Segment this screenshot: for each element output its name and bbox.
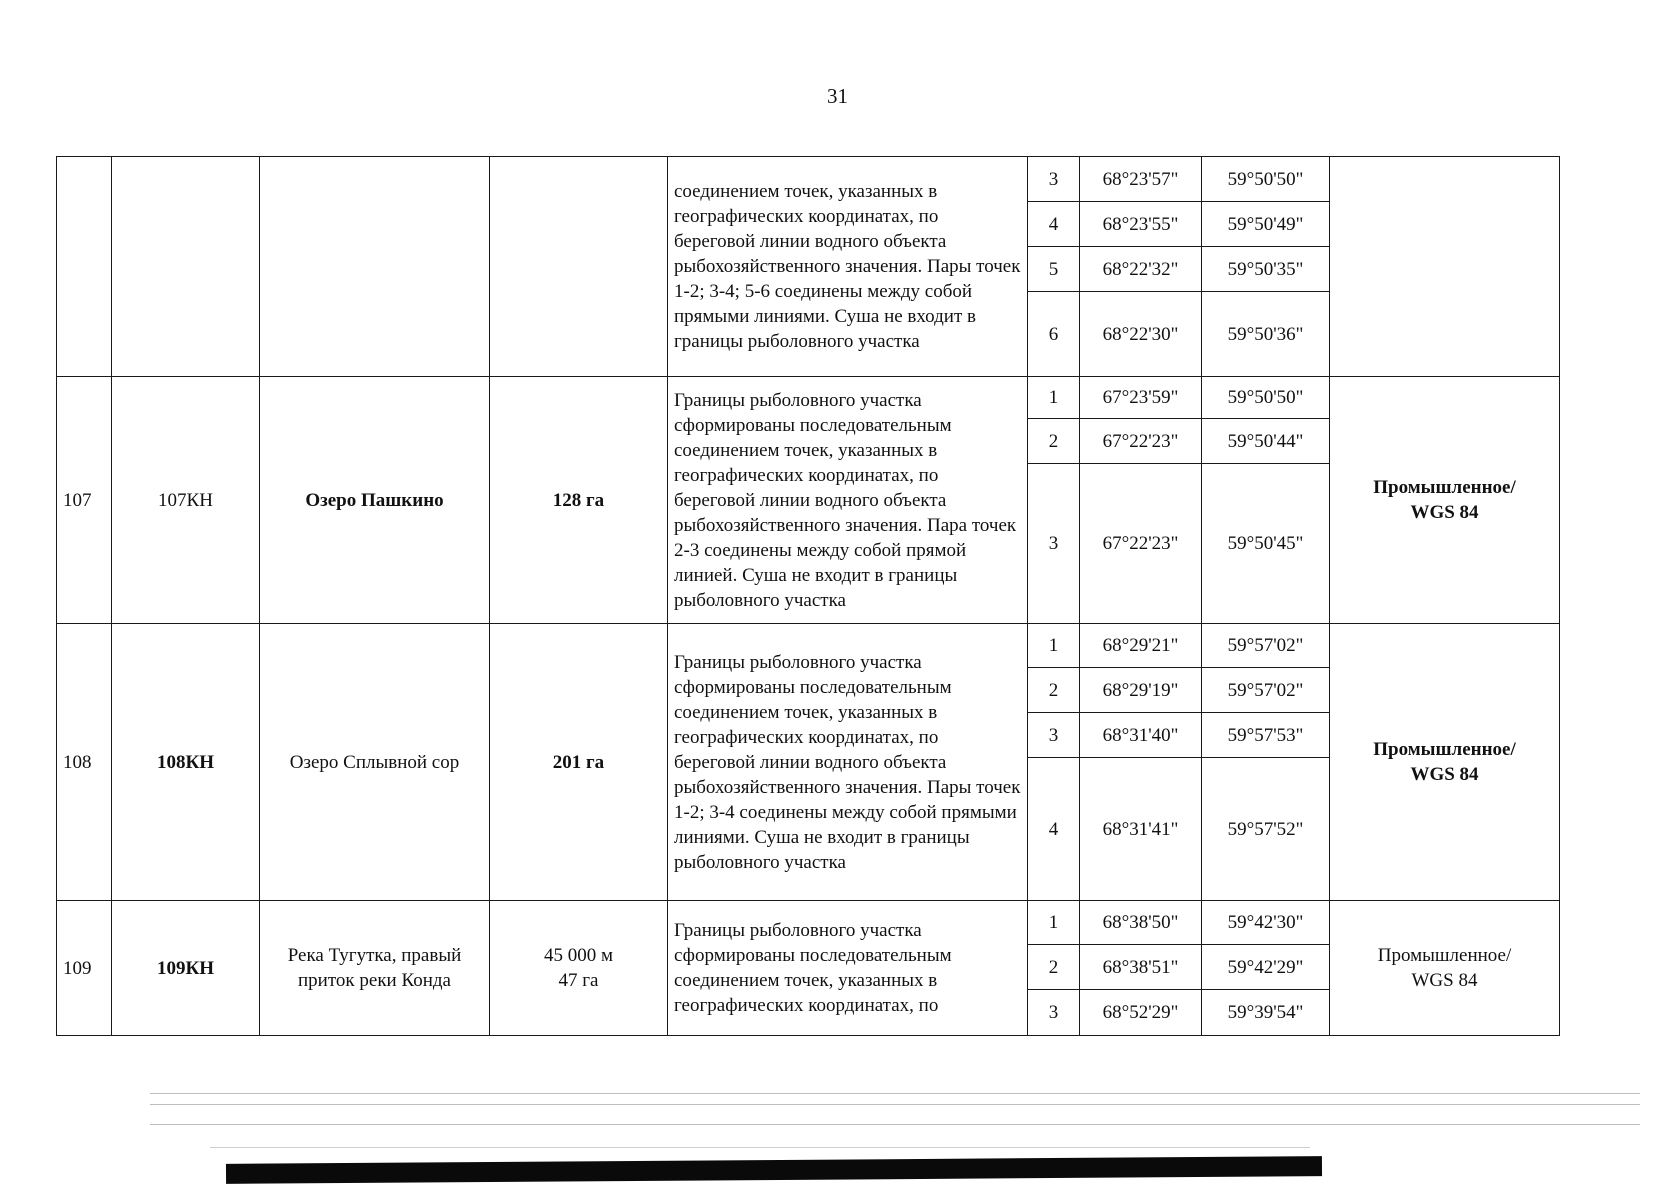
point-longitude: 59°57'52" — [1202, 758, 1330, 901]
point-longitude: 59°39'54" — [1202, 990, 1330, 1036]
cell-code — [112, 157, 260, 377]
redaction-bar — [226, 1156, 1322, 1184]
point-number: 2 — [1028, 419, 1080, 464]
cell-name — [260, 157, 490, 377]
scan-artifact-line — [210, 1147, 1310, 1148]
point-longitude: 59°57'53" — [1202, 713, 1330, 758]
area-line: 45 000 м — [543, 945, 614, 966]
scan-artifact-line — [150, 1104, 1640, 1105]
table-row — [57, 157, 1560, 202]
type-line: Промышленное/ — [1377, 945, 1512, 966]
cell-type — [1330, 901, 1560, 1036]
point-latitude: 68°22'30" — [1080, 292, 1202, 377]
table-row — [57, 901, 1560, 945]
point-latitude: 68°31'41" — [1080, 758, 1202, 901]
point-number: 3 — [1028, 464, 1080, 624]
cell-code: 109КН — [112, 901, 260, 1036]
name-line: приток реки Конда — [298, 970, 451, 991]
point-longitude: 59°50'49" — [1202, 202, 1330, 247]
cell-name — [260, 901, 490, 1036]
cell-code: 107КН — [112, 377, 260, 624]
point-number: 1 — [1028, 624, 1080, 668]
cell-description: соединением точек, указанных в географических координатах, по береговой линии водного объекта рыбохозяйственного значения. Пары точек 1-2; 3-4; 5-6 соединены между собой прямыми линиями. Суша не входит в границы рыболовного участка — [668, 157, 1028, 377]
area-line: 47 га — [558, 970, 599, 991]
scan-artifact-line — [150, 1124, 1640, 1125]
point-longitude: 59°42'29" — [1202, 945, 1330, 990]
cell-no: 109 — [57, 901, 112, 1036]
point-longitude: 59°57'02" — [1202, 624, 1330, 668]
cell-type — [1330, 157, 1560, 377]
point-number: 3 — [1028, 990, 1080, 1036]
point-number: 2 — [1028, 945, 1080, 990]
point-number: 2 — [1028, 668, 1080, 713]
cell-description: Границы рыболовного участка сформированы последовательным соединением точек, указанных в географических координатах, по береговой линии водного объекта рыбохозяйственного значения. Пары точек 1-2; 3-4 соединены между собой прямыми линиями. Суша не входит в границы рыболовного участка — [668, 624, 1028, 901]
point-latitude: 68°38'50" — [1080, 901, 1202, 945]
table-row — [57, 377, 1560, 419]
cell-name: Озеро Пашкино — [260, 377, 490, 624]
point-latitude: 68°23'57" — [1080, 157, 1202, 202]
point-latitude: 68°22'32" — [1080, 247, 1202, 292]
point-latitude: 68°31'40" — [1080, 713, 1202, 758]
cell-no: 107 — [57, 377, 112, 624]
cell-no: 108 — [57, 624, 112, 901]
point-longitude: 59°50'44" — [1202, 419, 1330, 464]
type-line: Промышленное/ — [1373, 477, 1516, 498]
cell-area: 201 га — [490, 624, 668, 901]
point-longitude: 59°50'45" — [1202, 464, 1330, 624]
point-latitude: 67°23'59" — [1080, 377, 1202, 419]
point-number: 3 — [1028, 157, 1080, 202]
point-latitude: 67°22'23" — [1080, 464, 1202, 624]
point-latitude: 68°23'55" — [1080, 202, 1202, 247]
type-line: Промышленное/ — [1373, 739, 1516, 760]
cell-code: 108КН — [112, 624, 260, 901]
cell-type — [1330, 624, 1560, 901]
cell-description: Границы рыболовного участка сформированы последовательным соединением точек, указанных в географических координатах, по береговой линии водного объекта рыбохозяйственного значения. Пара точек 2-3 соединены между собой прямой линией. Суша не входит в границы рыболовного участка — [668, 377, 1028, 624]
cell-no — [57, 157, 112, 377]
point-longitude: 59°50'36" — [1202, 292, 1330, 377]
type-line: WGS 84 — [1410, 502, 1479, 523]
point-number: 3 — [1028, 713, 1080, 758]
point-number: 6 — [1028, 292, 1080, 377]
point-latitude: 68°29'21" — [1080, 624, 1202, 668]
scan-artifact-line — [150, 1093, 1640, 1094]
cell-name: Озеро Сплывной сор — [260, 624, 490, 901]
point-latitude: 68°52'29" — [1080, 990, 1202, 1036]
cell-area: 128 га — [490, 377, 668, 624]
point-longitude: 59°42'30" — [1202, 901, 1330, 945]
cell-type — [1330, 377, 1560, 624]
point-number: 4 — [1028, 202, 1080, 247]
cell-area — [490, 901, 668, 1036]
point-longitude: 59°57'02" — [1202, 668, 1330, 713]
fishing-areas-table — [56, 156, 1560, 1036]
cell-area — [490, 157, 668, 377]
point-longitude: 59°50'50" — [1202, 157, 1330, 202]
type-line: WGS 84 — [1410, 764, 1479, 785]
point-longitude: 59°50'35" — [1202, 247, 1330, 292]
point-number: 4 — [1028, 758, 1080, 901]
cell-description: Границы рыболовного участка сформированы последовательным соединением точек, указанных в географических координатах, по — [668, 901, 1028, 1036]
page-number: 31 — [827, 84, 848, 108]
point-number: 1 — [1028, 377, 1080, 419]
point-latitude: 68°38'51" — [1080, 945, 1202, 990]
type-line: WGS 84 — [1411, 970, 1478, 991]
point-latitude: 68°29'19" — [1080, 668, 1202, 713]
point-latitude: 67°22'23" — [1080, 419, 1202, 464]
table-row — [57, 624, 1560, 668]
name-line: Река Тугутка, правый — [287, 945, 462, 966]
point-longitude: 59°50'50" — [1202, 377, 1330, 419]
point-number: 1 — [1028, 901, 1080, 945]
point-number: 5 — [1028, 247, 1080, 292]
